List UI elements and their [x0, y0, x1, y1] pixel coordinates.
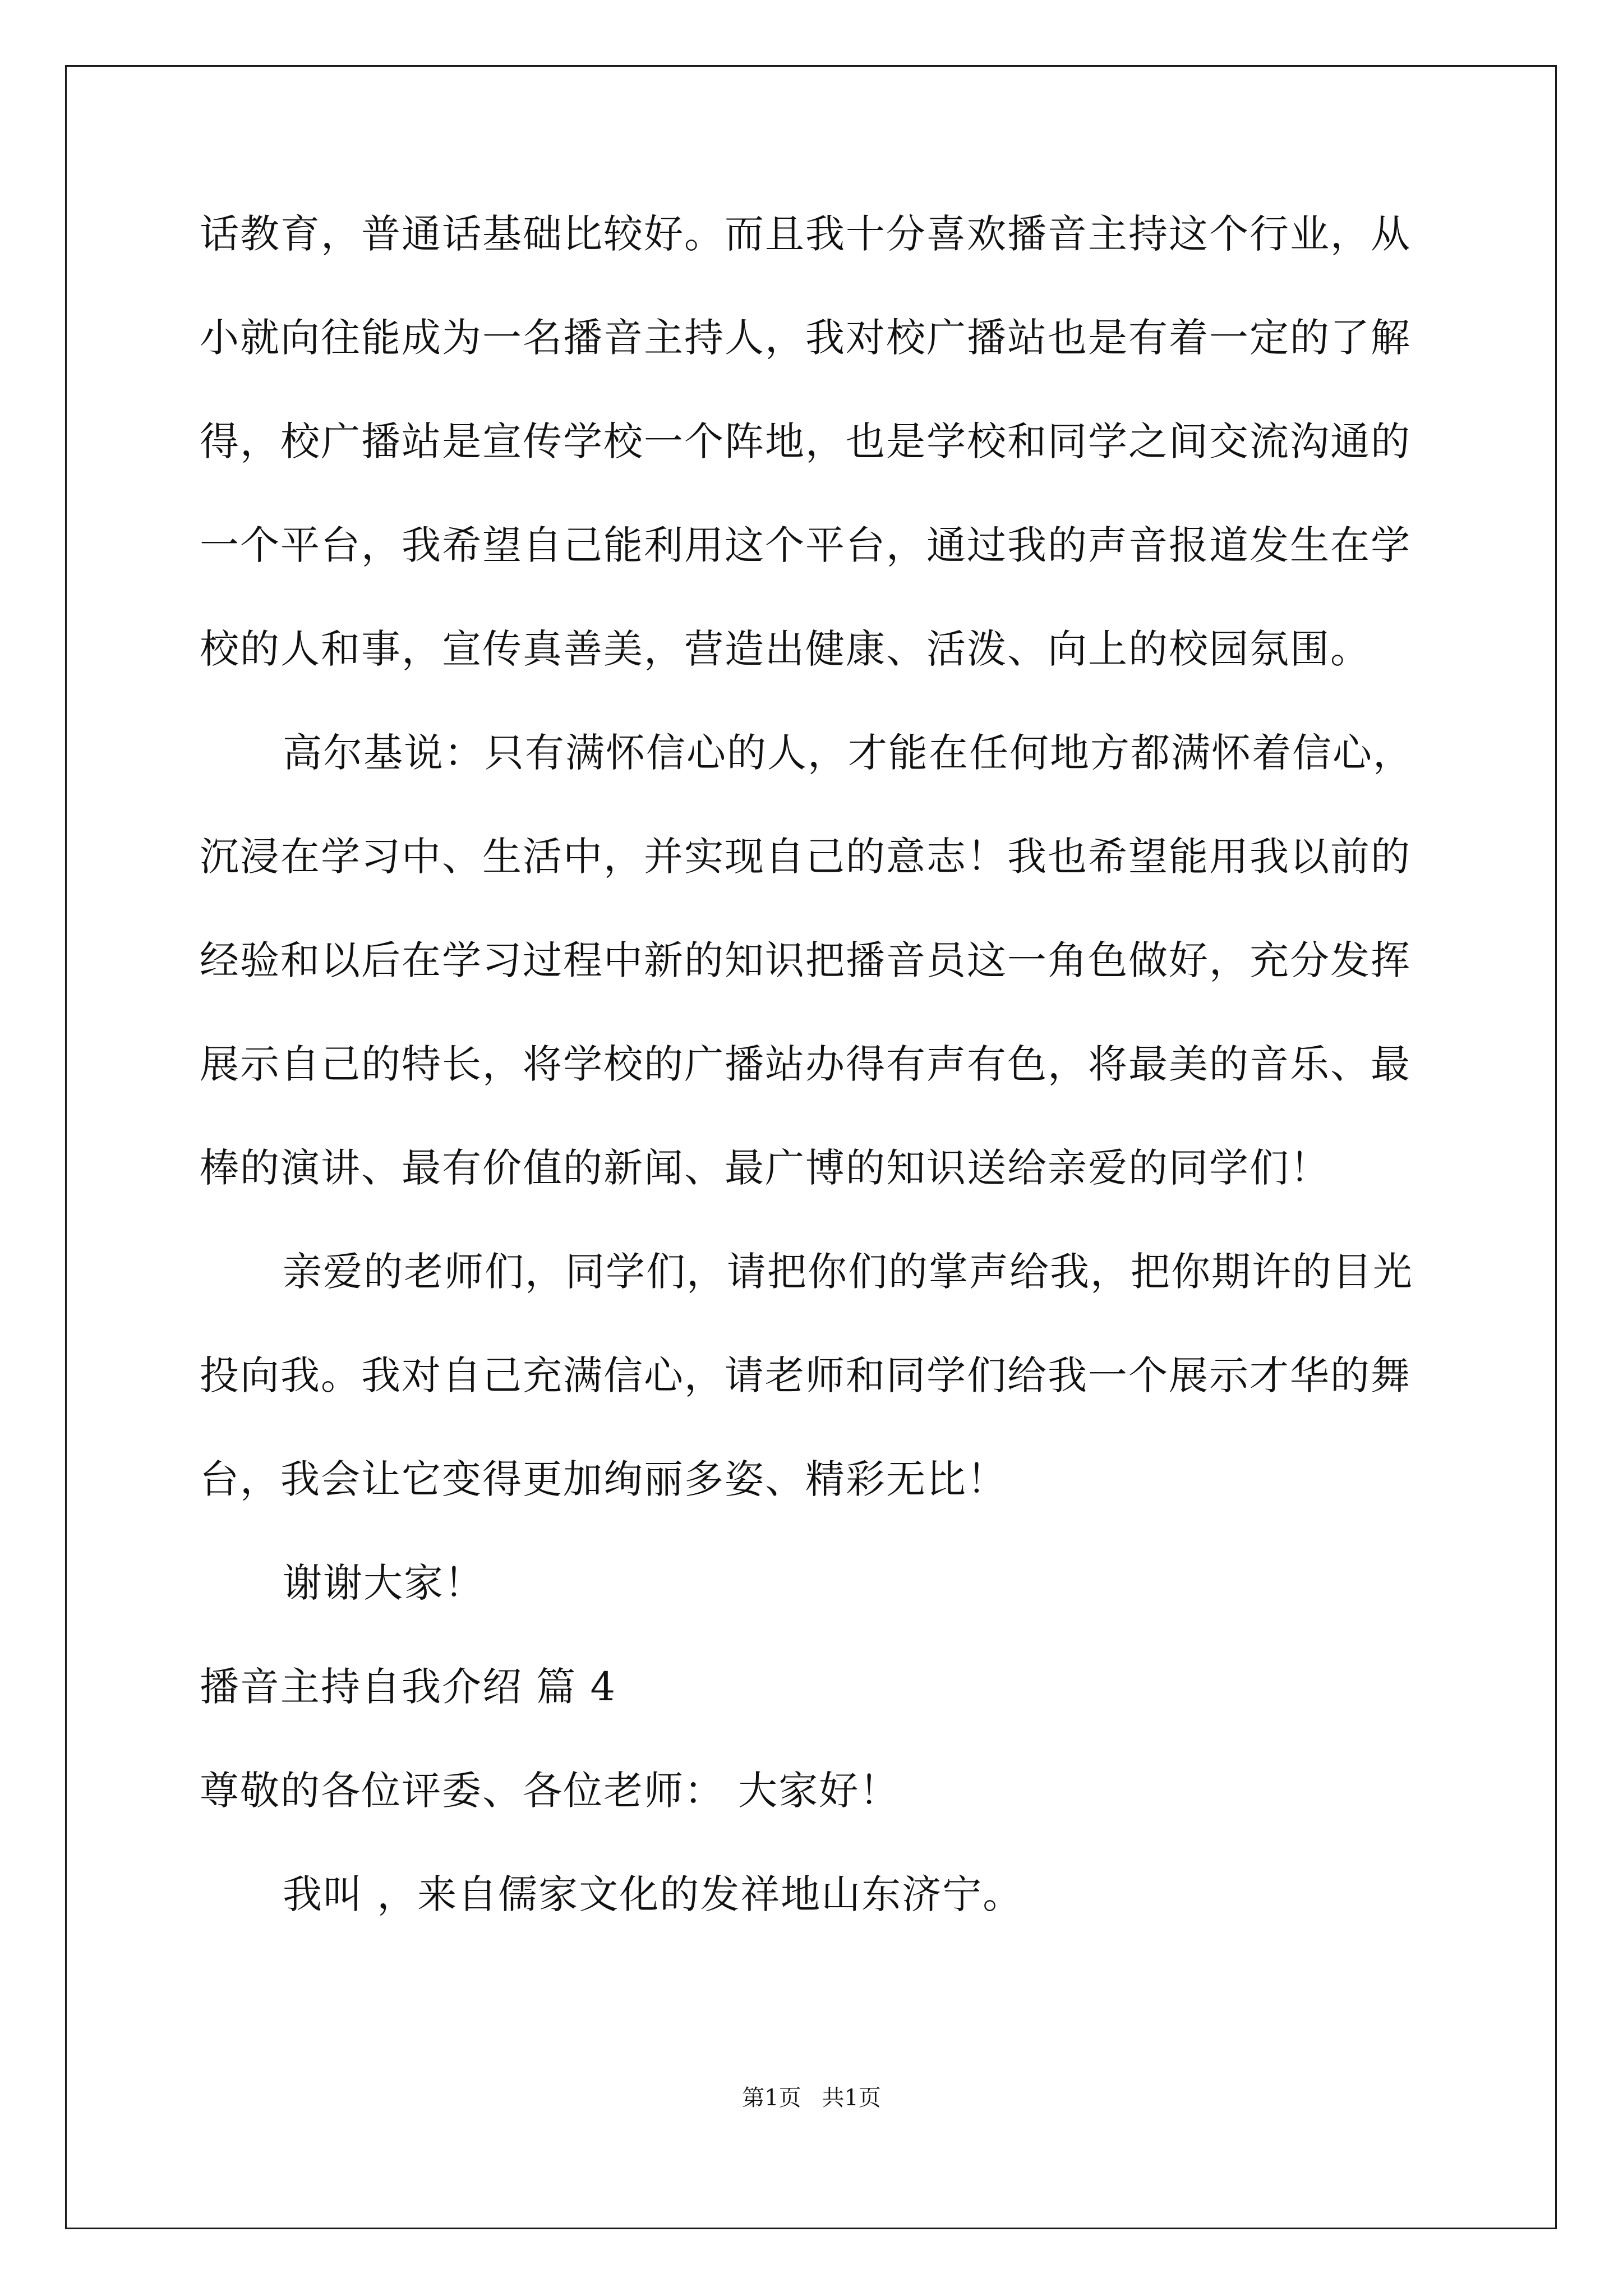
paragraph-start-line: 我叫 ，来自儒家文化的发祥地山东济宁。	[283, 1871, 1023, 1917]
paragraph-start-line: 亲爱的老师们，同学们，请把你们的掌声给我，把你期许的目光	[283, 1249, 1413, 1295]
body-line: 话教育，普通话基础比较好。而且我十分喜欢播音主持这个行业，从	[200, 211, 1411, 257]
body-line: 投向我。我对自己充满信心，请老师和同学们给我一个展示才华的舞	[200, 1352, 1411, 1398]
body-line: 台，我会让它变得更加绚丽多姿、精彩无比！	[200, 1456, 1007, 1502]
salutation-line: 尊敬的各位评委、各位老师： 大家好！	[200, 1768, 900, 1814]
body-line: 经验和以后在学习过程中新的知识把播音员这一角色做好，充分发挥	[200, 937, 1411, 983]
body-line: 小就向往能成为一名播音主持人，我对校广播站也是有着一定的了解	[200, 315, 1411, 361]
page-footer	[0, 2084, 1623, 2112]
body-line: 一个平台，我希望自己能利用这个平台，通过我的声音报道发生在学	[200, 522, 1411, 568]
page-total: 共1页	[822, 2085, 881, 2111]
body-line: 校的人和事，宣传真善美，营造出健康、活泼、向上的校园氛围。	[200, 626, 1371, 672]
closing-line: 谢谢大家！	[283, 1560, 485, 1606]
body-line: 棒的演讲、最有价值的新闻、最广博的知识送给亲爱的同学们！	[200, 1145, 1330, 1191]
body-line: 展示自己的特长，将学校的广播站办得有声有色，将最美的音乐、最	[200, 1041, 1411, 1087]
body-line: 得，校广播站是宣传学校一个阵地，也是学校和同学之间交流沟通的	[200, 418, 1411, 464]
paragraph-start-line: 高尔基说：只有满怀信心的人，才能在任何地方都满怀着信心，	[283, 730, 1413, 776]
page-number: 第1页	[742, 2085, 801, 2111]
body-line: 沉浸在学习中、生活中，并实现自己的意志！我也希望能用我以前的	[200, 834, 1411, 880]
section-heading: 播音主持自我介绍 篇 4	[200, 1664, 617, 1710]
